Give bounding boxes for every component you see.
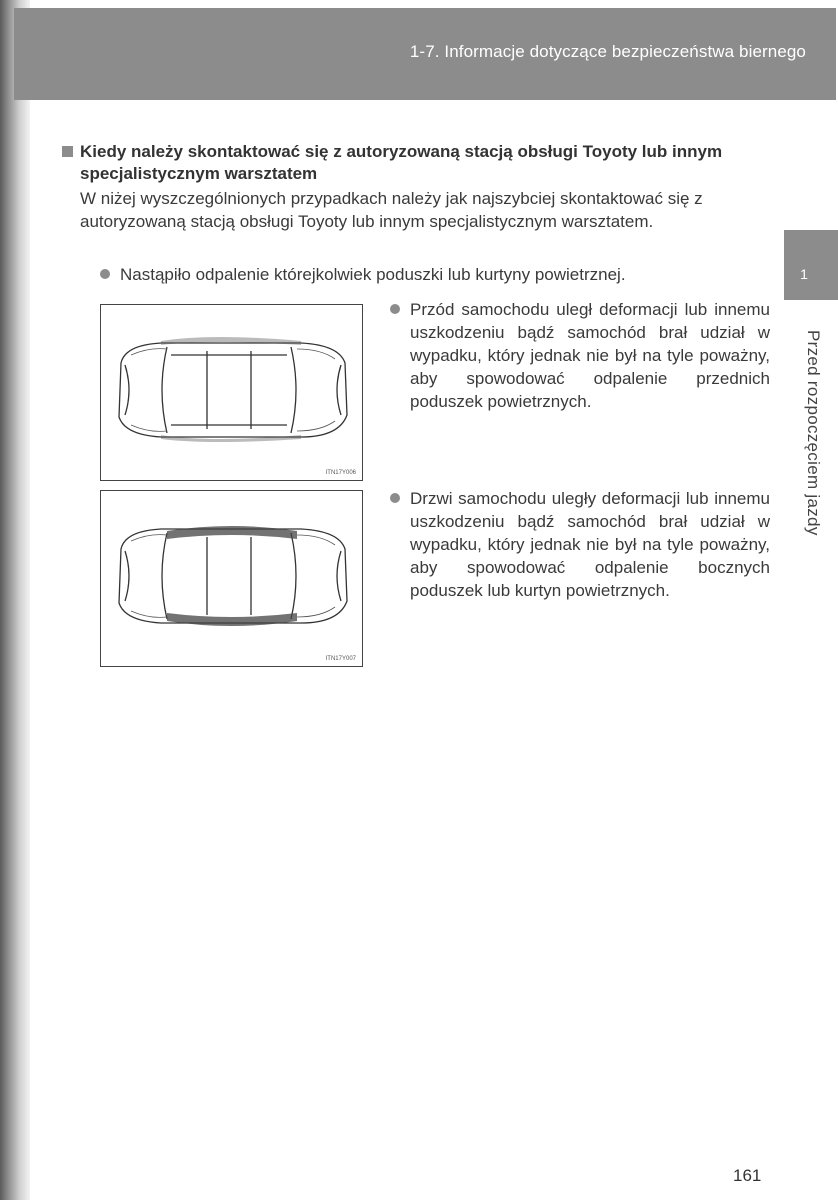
chapter-number: 1 xyxy=(800,266,808,282)
list-item xyxy=(410,298,770,413)
bullet-dot-icon xyxy=(390,304,400,314)
bullet-dot-icon xyxy=(390,493,400,503)
list-item-text: Drzwi samochodu uległy deformacji lub innemu uszkodzeniu bądź samochód brał udział w wypadku, który jednak nie był na tyle poważny, aby spowodować odpalenie bocznych poduszek lub kurtyn powietrznych. xyxy=(410,489,770,600)
chapter-header xyxy=(14,8,836,100)
header-title: 1-7. Informacje dotyczące bezpieczeństwa biernego xyxy=(409,42,806,61)
chapter-title: Przed rozpoczęciem jazdy xyxy=(804,330,823,536)
page-binding-shadow xyxy=(0,0,30,1200)
list-item xyxy=(410,487,770,602)
figure-front-damage xyxy=(100,304,363,481)
list-item xyxy=(120,263,760,286)
figure-code: ITN17Y007 xyxy=(325,656,356,662)
figure-code: ITN17Y006 xyxy=(325,470,356,476)
chapter-tab xyxy=(784,230,838,300)
figure-side-damage xyxy=(100,490,363,667)
car-top-view-icon xyxy=(101,491,362,666)
list-item-text: Nastąpiło odpalenie którejkolwiek poduszki lub kurtyny powietrznej. xyxy=(120,265,626,284)
square-bullet-icon xyxy=(62,146,73,157)
car-top-view-icon xyxy=(101,305,362,480)
intro-paragraph: W niżej wyszczególnionych przypadkach należy jak najszybciej skontaktować się z autoryzowaną stacją obsługi Toyoty lub innym specjalistycznym warsztatem. xyxy=(80,189,703,231)
bullet-dot-icon xyxy=(100,269,110,279)
section-heading-text: Kiedy należy skontaktować się z autoryzowaną stacją obsługi Toyoty lub innym specjalistycznym warsztatem xyxy=(80,142,723,183)
page-number: 161 xyxy=(733,1166,762,1185)
section-heading xyxy=(80,141,780,185)
list-item-text: Przód samochodu uległ deformacji lub innemu uszkodzeniu bądź samochód brał udział w wypadku, który jednak nie był na tyle poważny, aby spowodować odpalenie przednich poduszek powietrznych. xyxy=(410,300,770,411)
